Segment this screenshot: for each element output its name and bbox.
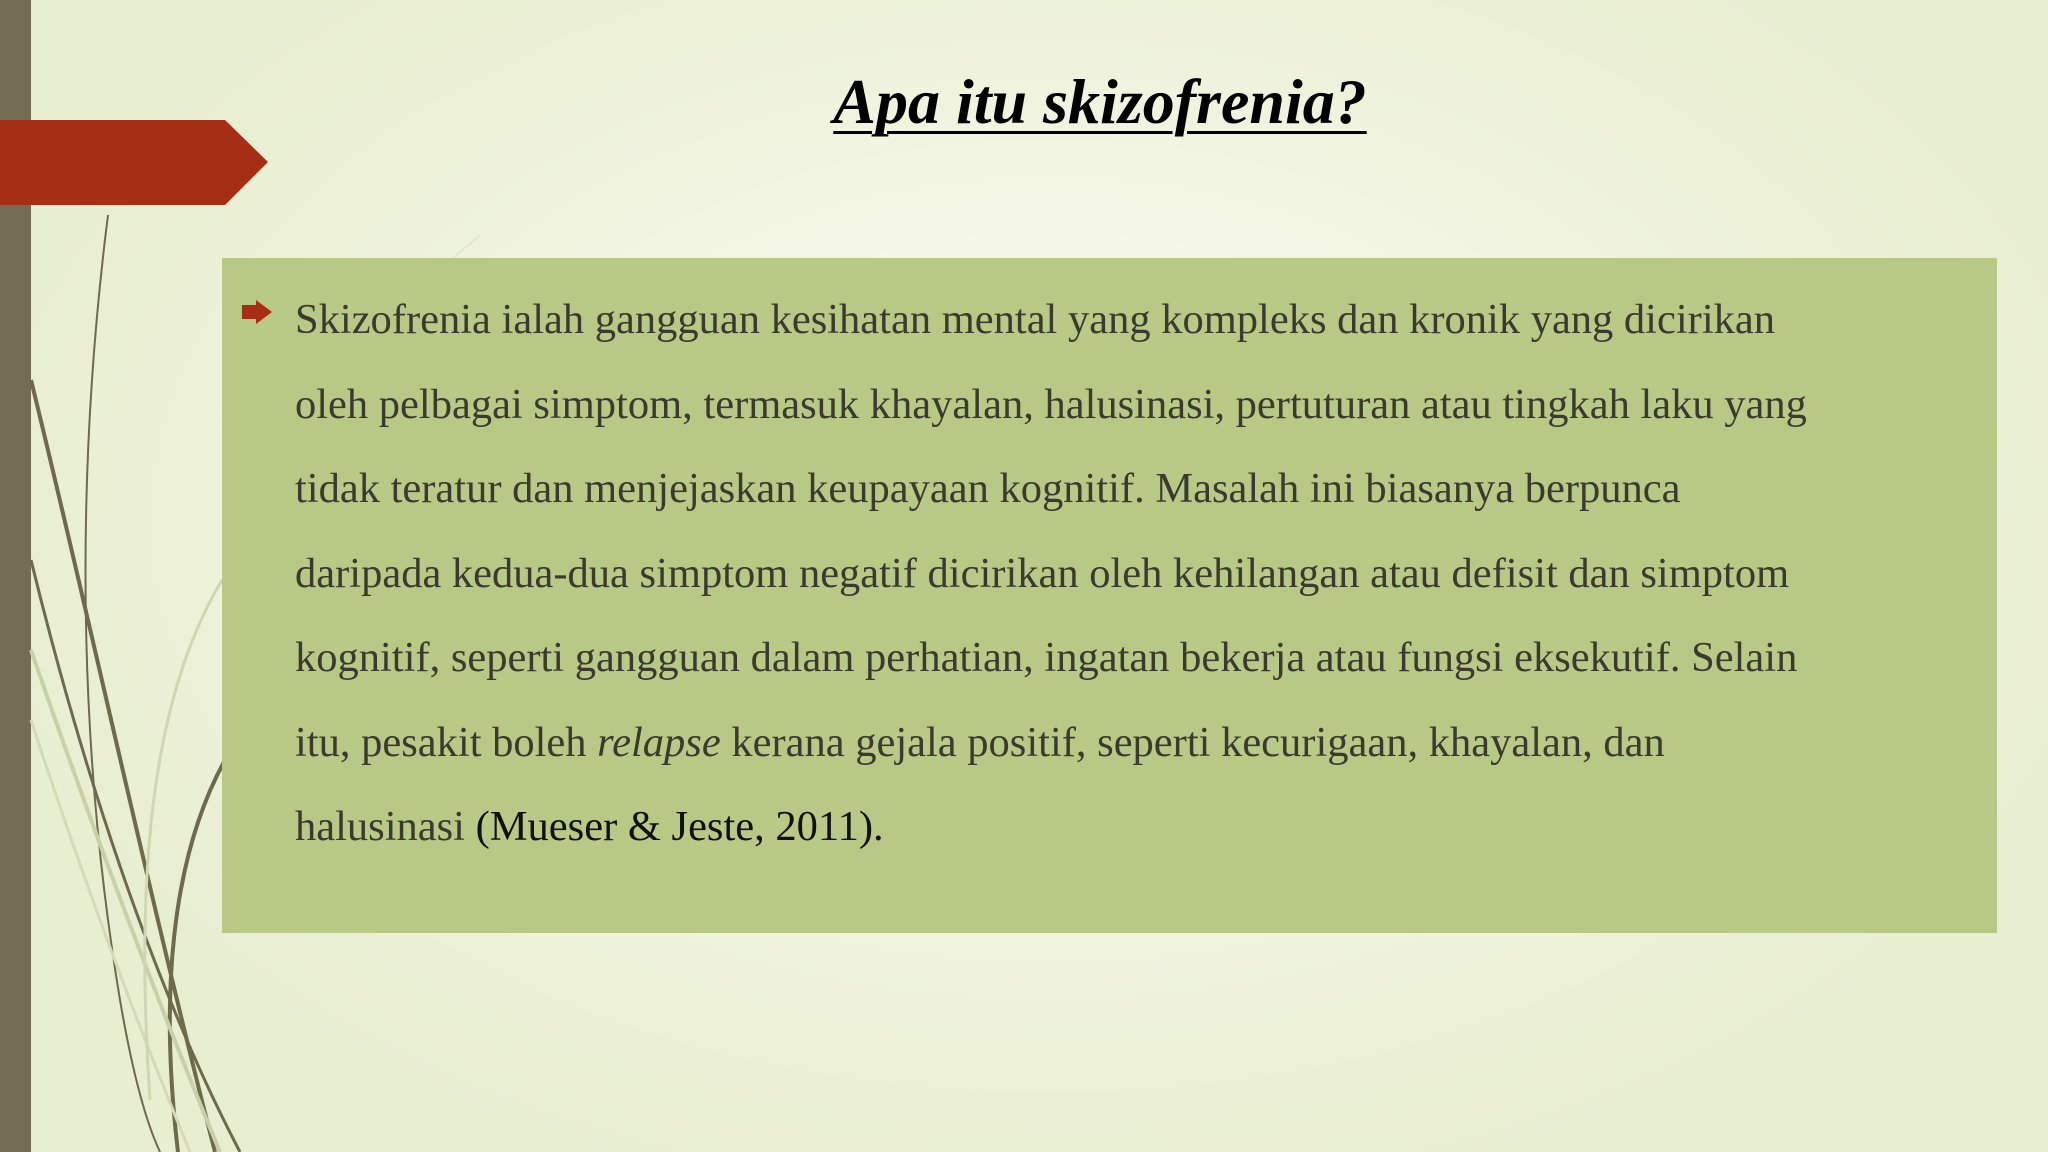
citation: (Mueser & Jeste, 2011). (475, 803, 884, 850)
right-arrow-bullet-icon (242, 300, 272, 324)
body-paragraph (295, 278, 1995, 870)
paragraph-line-4: daripada kedua-dua simptom negatif dicirikan oleh kehilangan atau defisit dan simptom (295, 549, 1790, 597)
line-7-start: halusinasi (295, 803, 476, 850)
paragraph-line-6 (295, 701, 1995, 786)
red-arrow-banner (0, 120, 268, 205)
paragraph-line-7 (295, 785, 1995, 870)
line-6-end: kerana gejala positif, seperti kecurigaan, khayalan, dan (720, 718, 1665, 766)
relapse-term: relapse (597, 718, 721, 766)
line-6-start: itu, pesakit boleh (295, 718, 598, 766)
content-box (222, 258, 1997, 933)
paragraph-line-5: kognitif, seperti gangguan dalam perhatian, ingatan bekerja atau fungsi eksekutif. Selain (295, 634, 1798, 681)
paragraph-line-3: tidak teratur dan menjejaskan keupayaan kognitif. Masalah ini biasanya berpunca (295, 465, 1681, 512)
paragraph-line-2: oleh pelbagai simptom, termasuk khayalan, halusinasi, pertuturan atau tingkah laku yang (295, 380, 1807, 428)
paragraph-line-1: Skizofrenia ialah gangguan kesihatan mental yang kompleks dan kronik yang dicirikan (295, 296, 1775, 343)
slide-title: Apa itu skizofrenia? (833, 66, 1367, 137)
